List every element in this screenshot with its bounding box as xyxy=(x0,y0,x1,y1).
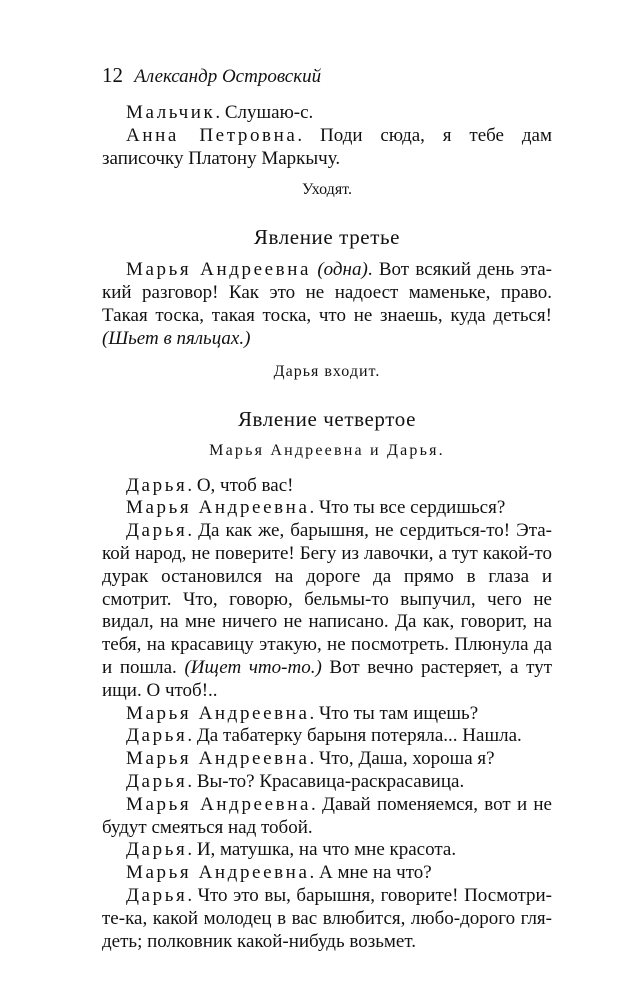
dialogue-line xyxy=(102,475,552,498)
line-text: . Что, Даша, хороша я? xyxy=(309,748,495,770)
line-text: . Вот всякий день этакий разговор! Как это не надоест маменьке, право. Такая тоска, такая тоска, что не знаешь, куда деться! xyxy=(102,259,552,326)
book-page xyxy=(102,62,552,953)
dialogue-line xyxy=(102,839,552,862)
dialogue-line xyxy=(102,748,552,771)
speaker-name: Дарья xyxy=(126,725,188,747)
speaker-name: Марья Андреевна xyxy=(126,793,311,815)
scene-heading: Явление четвертое xyxy=(237,406,417,431)
stage-direction-enter: Дарья входит. xyxy=(273,362,381,380)
speaker-name: Дарья xyxy=(126,520,188,542)
line-text: . Что ты все сердишься? xyxy=(309,497,506,519)
line-text: . Давай поменяемся, вот и не будут смеяться над тобой. xyxy=(102,793,552,838)
inline-direction: (Ищет что-то.) xyxy=(184,656,322,678)
speaker-name: Мальчик xyxy=(126,102,216,123)
dialogue-line xyxy=(102,771,552,794)
stage-direction-exit: Уходят. xyxy=(302,181,352,199)
line-text: . Слушаю-с. xyxy=(215,102,314,123)
speaker-name: Марья Андреевна xyxy=(126,748,310,770)
page-number: 12 xyxy=(102,63,123,87)
line-text: . И, матушка, на что мне красота. xyxy=(187,839,457,861)
line-text-continued: Вот вечно растеряет, а тут ищи. О чтоб!.. xyxy=(102,656,552,701)
line-text: . Поди сюда, я тебе дам записочку Платону Маркычу. xyxy=(102,124,552,169)
aside-direction: (одна) xyxy=(311,259,368,281)
inline-direction: (Шьет в пяльцах.) xyxy=(102,327,251,349)
dialogue-line xyxy=(102,102,552,125)
dialogue-line xyxy=(102,497,552,520)
line-text: . А мне на что? xyxy=(309,862,432,884)
dialogue-line xyxy=(102,725,552,748)
line-text: . Что это вы, барышня, говорите! Посмотрите-ка, какой молодец в вас влюбится, любо-дорого глядеть; полковник какой-нибудь возьмет. xyxy=(102,884,552,952)
speaker-name: Марья Андреевна xyxy=(126,862,310,884)
dialogue-line xyxy=(102,862,552,885)
speaker-name: Дарья xyxy=(126,474,188,496)
dialogue-line xyxy=(102,520,552,702)
line-text: . Вы-то? Красавица-раскрасавица. xyxy=(187,770,465,792)
dialogue-line xyxy=(102,885,552,953)
scene-cast: Марья Андреевна и Дарья. xyxy=(209,441,445,459)
line-text: . О, чтоб вас! xyxy=(187,474,294,496)
dialogue-line xyxy=(102,703,552,726)
speaker-name: Дарья xyxy=(126,884,188,906)
line-text: . Да как же, барышня, не сердиться-то! Этакой народ, не поверите! Бегу из лавочки, а тут какой-то дурак остановился на дороге да прямо в глаза и смотрит. Что, говорю, бельмы-то выпучил, чего не видал, на мне ничего не написано. Да как, говорит, на тебя, на красавицу этакую, не посмотреть. Плюнула да и пошла. xyxy=(102,520,552,678)
dialogue-line xyxy=(102,259,552,350)
running-head-author: Александр Островский xyxy=(134,66,322,87)
speaker-name: Марья Андреевна xyxy=(126,259,312,281)
play-text xyxy=(102,102,552,953)
dialogue-line xyxy=(102,794,552,840)
speaker-name: Марья Андреевна xyxy=(126,497,310,519)
running-head xyxy=(102,62,552,90)
line-text: . Что ты там ищешь? xyxy=(309,702,479,724)
speaker-name: Марья Андреевна xyxy=(126,702,310,724)
speaker-name: Дарья xyxy=(126,770,188,792)
speaker-name: Дарья xyxy=(126,839,188,861)
line-text: . Да табатерку барыня потеряла... Нашла. xyxy=(187,725,522,747)
speaker-name: Анна Петровна xyxy=(126,124,298,146)
dialogue-line xyxy=(102,125,552,171)
scene-heading: Явление третье xyxy=(253,225,401,250)
